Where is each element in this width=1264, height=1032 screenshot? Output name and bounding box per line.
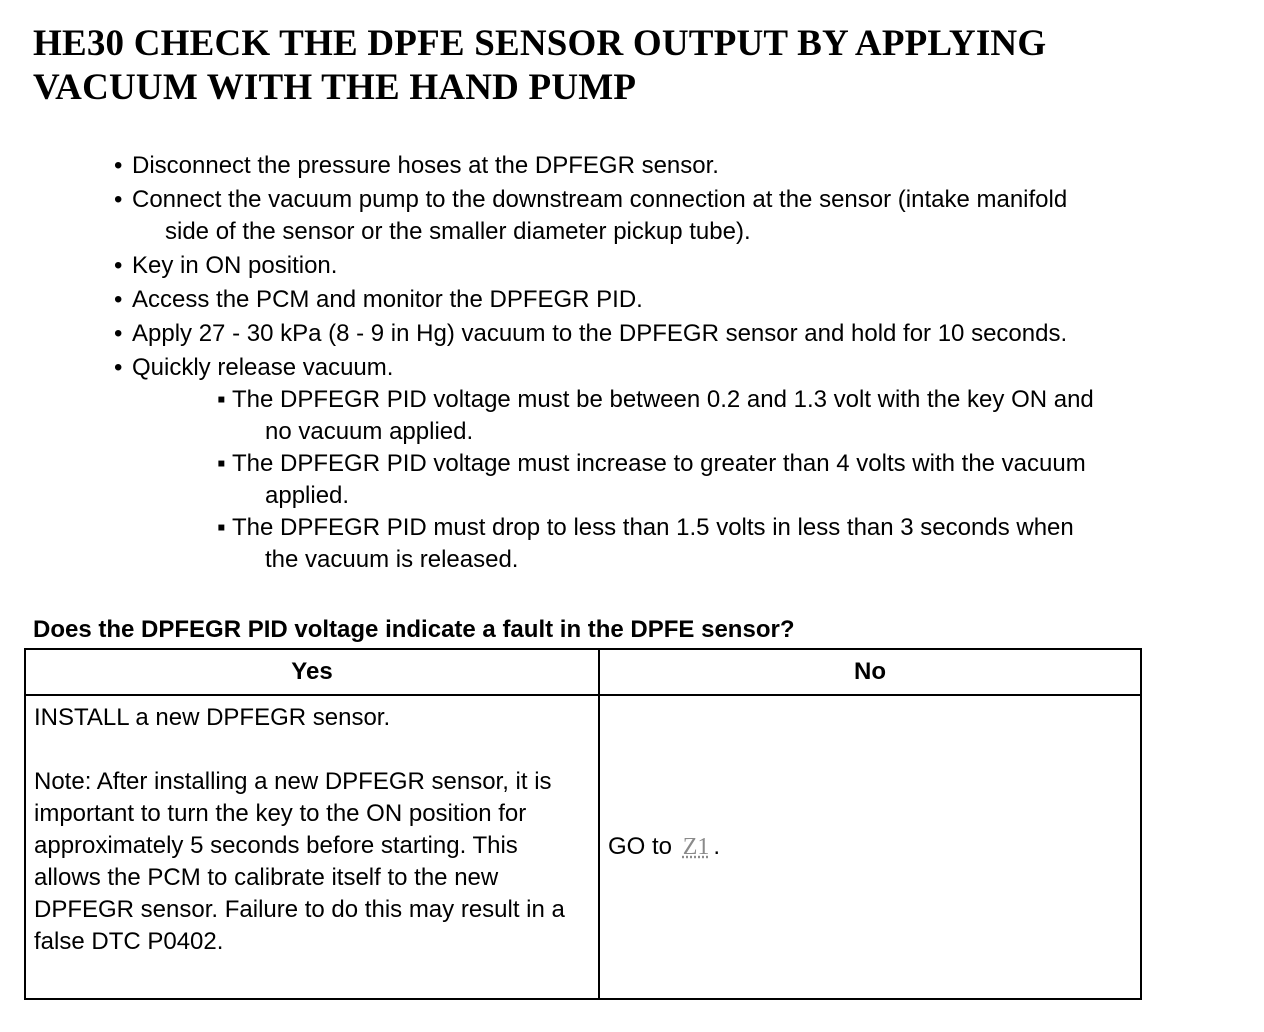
step-text-continued: side of the sensor or the smaller diameter pickup tube). [165,218,751,245]
bullet-icon: • [114,286,123,313]
square-bullet-icon: ▪ [217,386,226,413]
bullet-icon: • [114,152,123,179]
title-line-1: HE30 CHECK THE DPFE SENSOR OUTPUT BY APPLYING [33,23,1047,64]
table-header-row [25,649,1141,695]
bullet-icon: • [114,186,123,213]
table-row [25,695,1141,999]
step-text: Connect the vacuum pump to the downstream connection at the sensor (intake manifold [132,186,1068,213]
step-disconnect-hoses [112,150,1252,182]
bullet-icon: • [114,354,123,381]
no-suffix: . [713,833,721,860]
diagnostic-question: Does the DPFEGR PID voltage indicate a fault in the DPFE sensor? [33,616,795,643]
title-line-2: VACUUM WITH THE HAND PUMP [33,67,637,108]
step-access-pcm [112,284,1252,316]
step-apply-vacuum [112,318,1252,350]
step-connect-pump [112,184,1252,248]
no-cell [599,695,1141,999]
substep-text: The DPFEGR PID must drop to less than 1.5 volts in less than 3 seconds when [232,514,1074,541]
yes-cell [25,695,599,999]
substep-text-continued: the vacuum is released. [265,546,519,573]
step-release-vacuum [112,352,1252,576]
release-checks [132,384,1252,576]
no-header: No [599,649,1141,695]
step-text: Key in ON position. [132,252,338,279]
step-text: Quickly release vacuum. [132,354,394,381]
substep-text-continued: no vacuum applied. [265,418,474,445]
no-prefix: GO to [608,833,673,860]
procedure-steps [112,150,1252,578]
page-title [33,22,1233,110]
substep-text-continued: applied. [265,482,350,509]
yes-action: INSTALL a new DPFEGR sensor. [34,704,391,731]
yes-header: Yes [25,649,599,695]
square-bullet-icon: ▪ [217,514,226,541]
bullet-icon: • [114,320,123,347]
step-text: Apply 27 - 30 kPa (8 - 9 in Hg) vacuum to the DPFEGR sensor and hold for 10 seconds. [132,320,1068,347]
result-table [24,648,1142,1000]
bullet-icon: • [114,252,123,279]
step-text: Disconnect the pressure hoses at the DPFEGR sensor. [132,152,719,179]
substep-release-voltage [217,512,1242,576]
substep-no-vacuum-voltage [217,384,1242,448]
square-bullet-icon: ▪ [217,450,226,477]
step-text: Access the PCM and monitor the DPFEGR PID. [132,286,643,313]
yes-note: Note: After installing a new DPFEGR sensor, it is important to turn the key to the ON position for approximately 5 seconds before starting. This allows the PCM to calibrate itself to the new DPFEGR sensor. Failure to do this may result in a false DTC P0402. [34,768,565,955]
substep-text: The DPFEGR PID voltage must be between 0.2 and 1.3 volt with the key ON and [232,386,1094,413]
substep-vacuum-voltage [217,448,1242,512]
goto-z1-link[interactable]: Z1 [682,834,710,860]
step-key-on [112,250,1252,282]
substep-text: The DPFEGR PID voltage must increase to greater than 4 volts with the vacuum [232,450,1086,477]
